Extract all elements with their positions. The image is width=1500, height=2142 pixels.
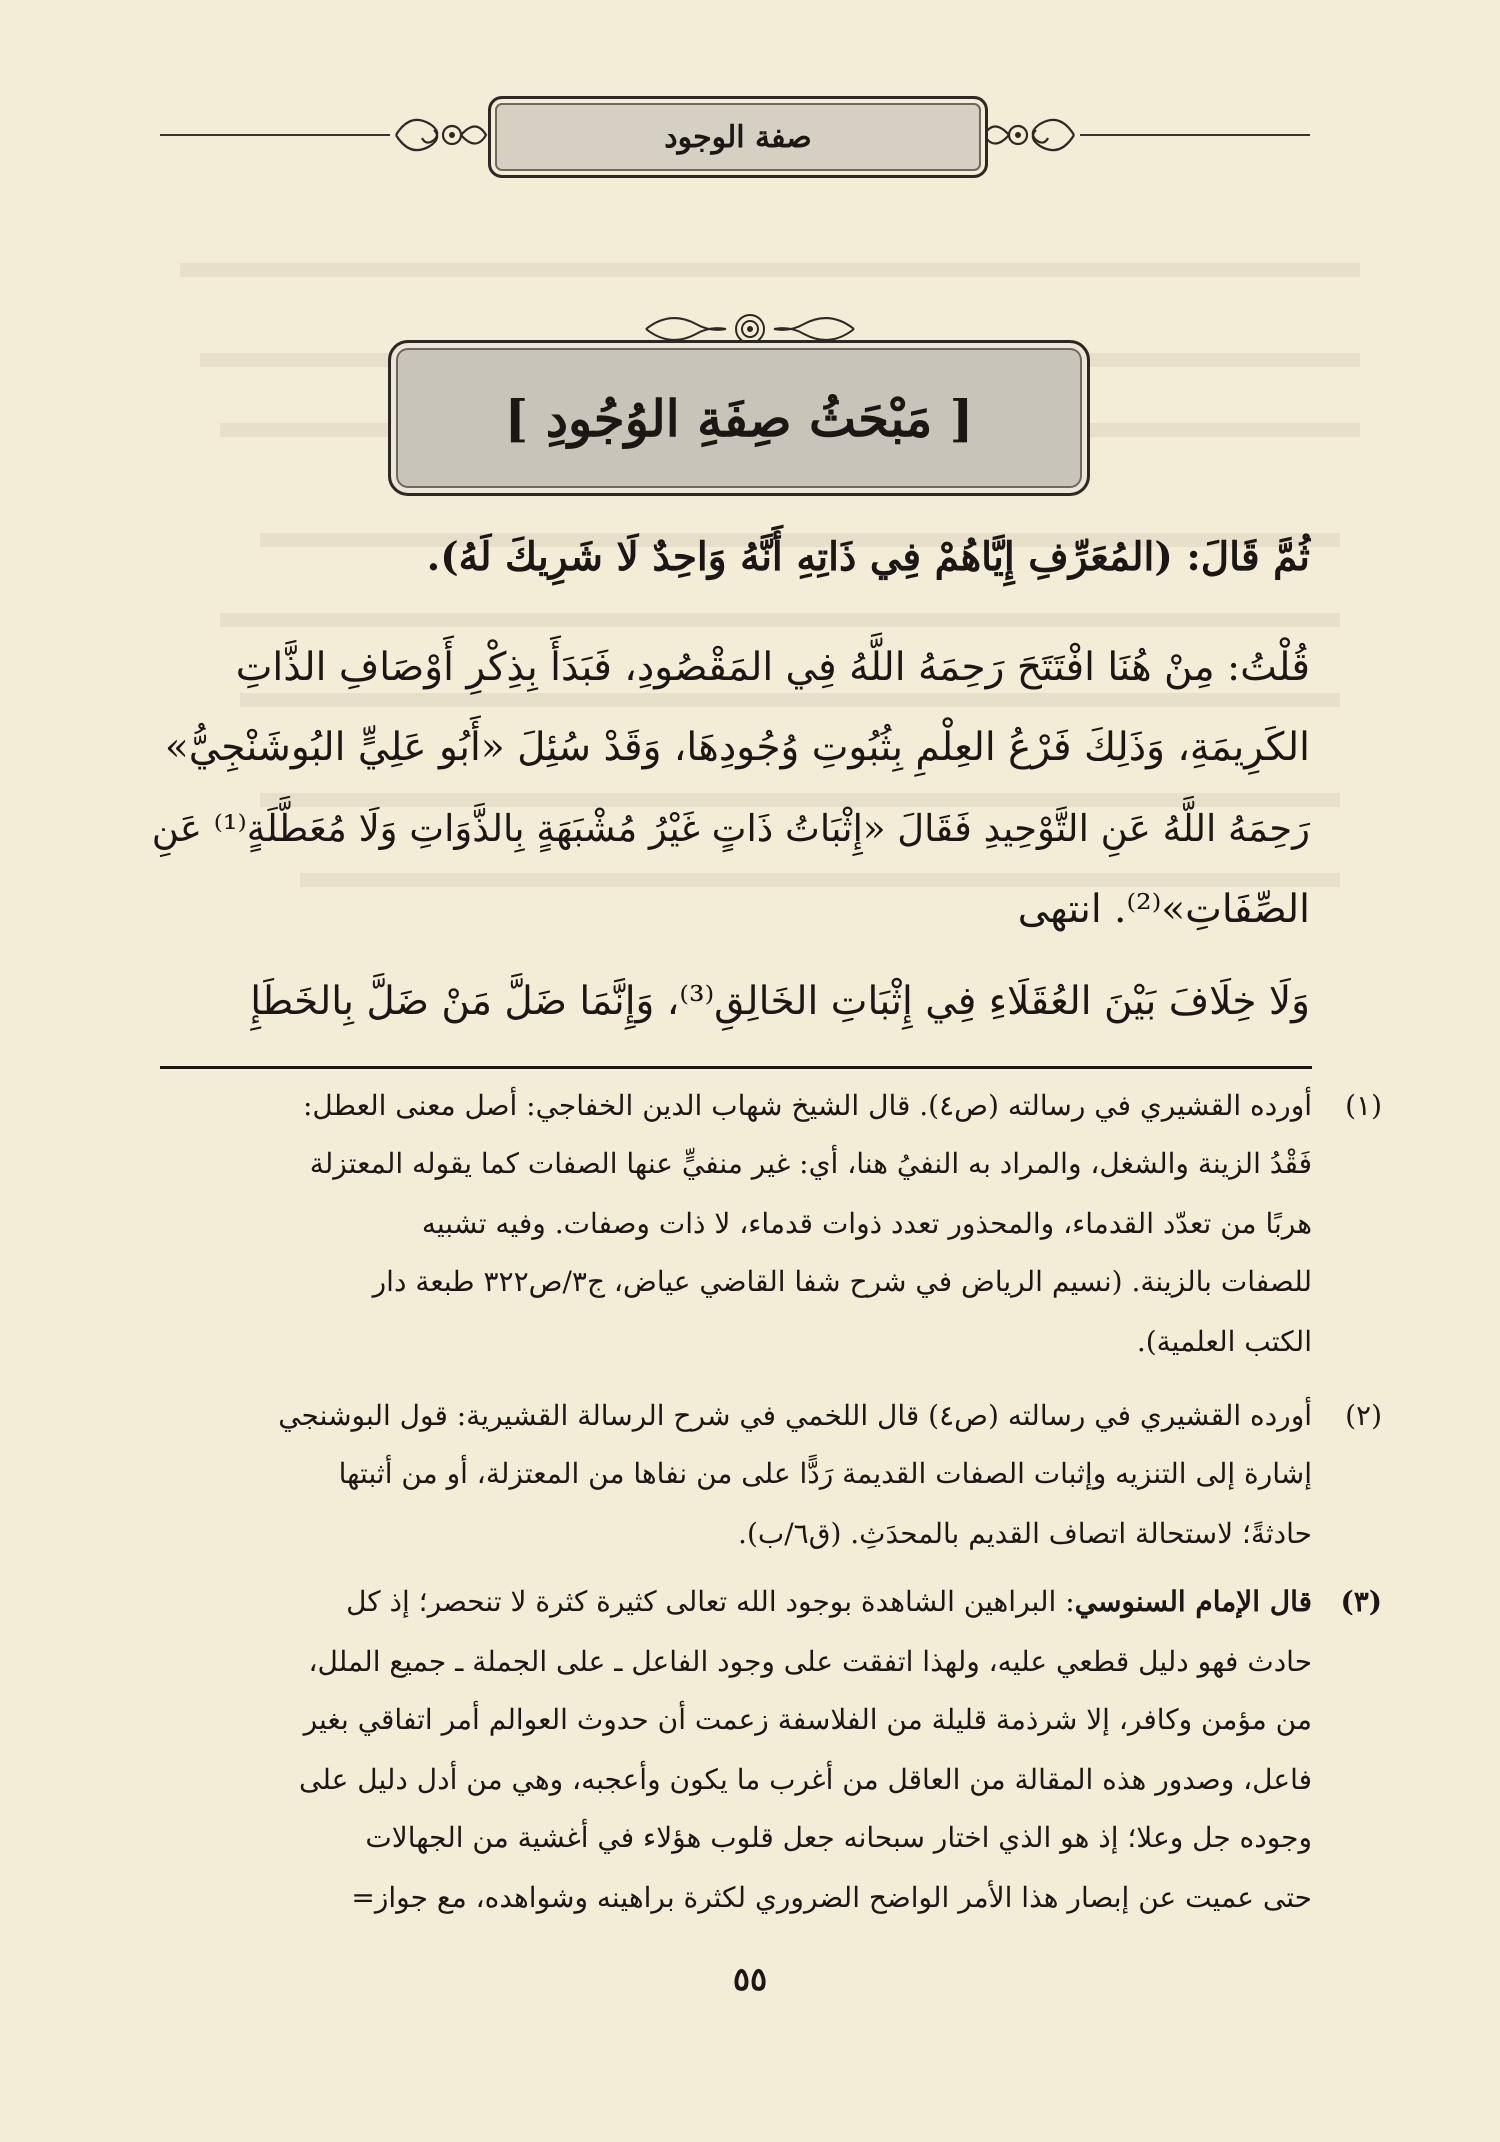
- footnote-1-line-1: أورده القشيري في رسالته (ص٤). قال الشيخ شهاب الدين الخفاجي: أصل معنى العطل:: [302, 1089, 1312, 1122]
- main-line-2: قُلْتُ: مِنْ هُنَا افْتَتَحَ رَحِمَهُ اللَّهُ فِي المَقْصُودِ، فَبَدَأَ بِذِكْرِ أَوْصَافِ الذَّاتِ: [235, 645, 1310, 690]
- header-rule-left: [160, 134, 390, 136]
- footnote-3-line-5: وجوده جل وعلا؛ إذ هو الذي اختار سبحانه جعل قلوب هؤلاء في أغشية من الجهالات: [365, 1821, 1312, 1854]
- footnote-3-line-2: حادث فهو دليل قطعي عليه، ولهذا اتفقت على وجود الفاعل ـ على الجملة ـ جميع الملل،: [308, 1645, 1312, 1678]
- chapter-heading-box: [388, 340, 1090, 496]
- footnote-separator: [160, 1066, 1312, 1069]
- main-line-6: وَلَا خِلَافَ بَيْنَ العُقَلَاءِ فِي إِثْبَاتِ الخَالِقِ⁽³⁾، وَإِنَّمَا ضَلَّ مَنْ ضَلَّ بِالخَطَإِ: [250, 979, 1310, 1024]
- header-ornament-right-icon: [982, 104, 1080, 166]
- chapter-heading-title: [ مَبْحَثُ صِفَةِ الوُجُودِ ]: [504, 388, 974, 448]
- footnote-3-line-4: فاعل، وصدور هذه المقالة من العاقل من أغرب ما يكون وأعجبه، وهي من أدل دليل على: [299, 1763, 1312, 1796]
- footnote-3-number: (٣): [1340, 1585, 1382, 1618]
- footnote-1-line-4: للصفات بالزينة. (نسيم الرياض في شرح شفا القاضي عياض، ج٣/ص٣٢٢ طبعة دار: [372, 1265, 1312, 1298]
- footnote-3-line-3: من مؤمن وكافر، إلا شرذمة قليلة من الفلاسفة زعمت أن حدوث العوالم أمر اتفاقي بغير: [303, 1703, 1312, 1736]
- footnote-1-line-5: الكتب العلمية).: [1136, 1325, 1312, 1358]
- footnote-2-line-3: حادثةً؛ لاستحالة اتصاف القديم بالمحدَثِ. (ق٦/ب).: [738, 1517, 1312, 1550]
- page-number: ٥٥: [732, 1960, 768, 1998]
- footnote-1-number: (١): [1345, 1089, 1382, 1122]
- main-line-1: ثُمَّ قَالَ: (المُعَرِّفِ إِيَّاهُمْ فِي ذَاتِهِ أَنَّهُ وَاحِدٌ لَا شَرِيكَ لَهُ).: [426, 534, 1310, 580]
- main-line-3: الكَرِيمَةِ، وَذَلِكَ فَرْعُ العِلْمِ بِثُبُوتِ وُجُودِهَا، وَقَدْ سُئِلَ «أَبُو عَلِيٍّ البُوشَنْجِيُّ»: [164, 725, 1310, 770]
- footnote-1-line-3: هربًا من تعدّد القدماء، والمحذور تعدد ذوات قدماء، لا ذات وصفات. وفيه تشبيه: [421, 1207, 1312, 1240]
- main-line-4: رَحِمَهُ اللَّهُ عَنِ التَّوْحِيدِ فَقَالَ «إِثْبَاتُ ذَاتٍ غَيْرُ مُشْبَهَةٍ بِالذَّوَاتِ وَلَا مُعَطَّلَةٍ⁽¹⁾ عَنِ: [151, 807, 1310, 850]
- header-ornament-left-icon: [390, 104, 488, 166]
- footnote-3-line-6: حتى عميت عن إبصار هذا الأمر الواضح الضروري لكثرة براهينه وشواهده، مع جواز=: [351, 1881, 1312, 1914]
- main-line-5: الصِّفَاتِ»⁽²⁾. انتهى: [1017, 887, 1310, 932]
- footnote-3-bold-lead: قال الإمام السنوسي: [1074, 1585, 1312, 1618]
- footnote-1-line-2: فَقْدُ الزينة والشغل، والمراد به النفيُ هنا، أي: غير منفيٍّ عنها الصفات كما يقوله المعتزلة: [309, 1147, 1312, 1180]
- footnote-2-number: (٢): [1345, 1399, 1382, 1432]
- footnote-3-line-1-text: : البراهين الشاهدة بوجود الله تعالى كثيرة كثرة لا تنحصر؛ إذ كل: [346, 1585, 1075, 1618]
- header-rule-right: [1080, 134, 1310, 136]
- running-header-title: صفة الوجود: [664, 119, 812, 155]
- running-header-box: [488, 96, 988, 178]
- footnote-2-line-1: أورده القشيري في رسالته (ص٤) قال اللخمي في شرح الرسالة القشيرية: قول البوشنجي: [278, 1399, 1312, 1432]
- footnote-3-line-1: [272, 1585, 1312, 1618]
- footnote-2-line-2: إشارة إلى التنزيه وإثبات الصفات القديمة رَدًّا على من نفاها من المعتزلة، أو من أثبتها: [338, 1457, 1312, 1490]
